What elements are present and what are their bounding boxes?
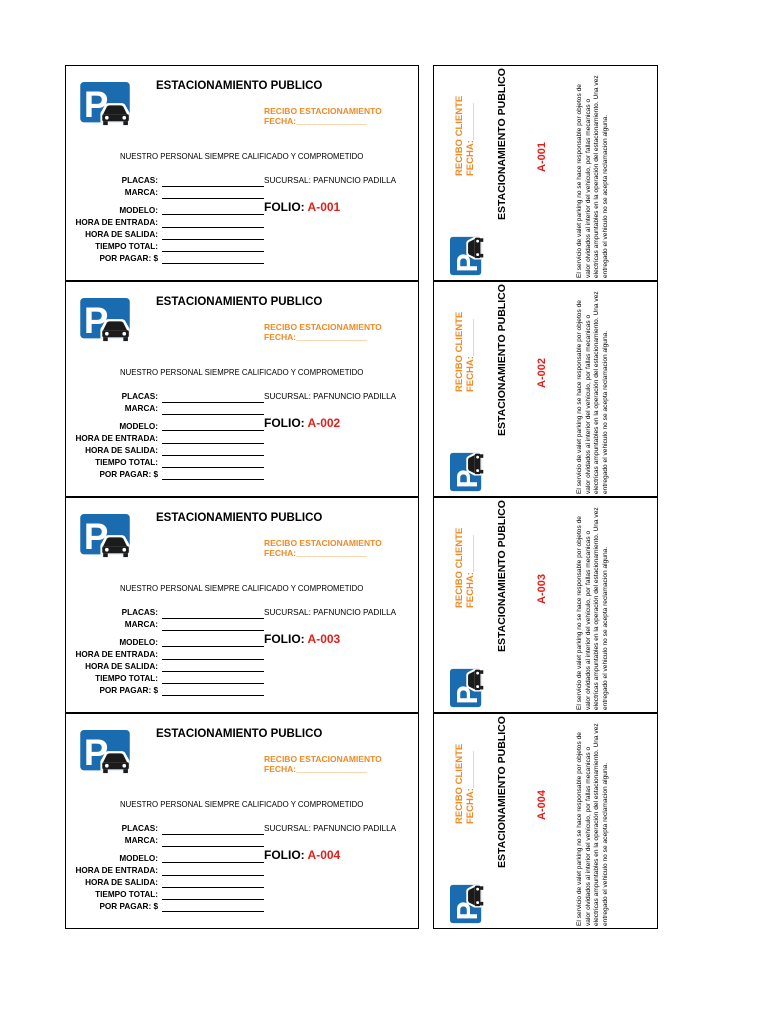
hora-salida-line — [162, 671, 264, 672]
modelo-label: MODELO: — [119, 422, 158, 431]
marca-label: MARCA: — [124, 188, 158, 197]
sucursal: SUCURSAL: PAFNUNCIO PADILLA — [264, 392, 397, 401]
hora-entrada-line — [162, 227, 264, 228]
slogan: NUESTRO PERSONAL SIEMPRE CALIFICADO Y COMPROMETIDO — [120, 368, 364, 377]
hora-salida-label: HORA DE SALIDA: — [85, 878, 158, 887]
slogan: NUESTRO PERSONAL SIEMPRE CALIFICADO Y COMPROMETIDO — [120, 584, 364, 593]
parking-car-icon — [78, 730, 132, 774]
recibo-label: RECIBO ESTACIONAMIENTO FECHA:_______________ — [264, 754, 382, 774]
hora-salida-line — [162, 887, 264, 888]
placas-line — [162, 834, 264, 835]
recibo-cliente: RECIBO CLIENTE FECHA:_______ — [454, 311, 476, 392]
ticket-2 — [65, 281, 419, 497]
parking-car-icon — [450, 451, 484, 493]
hora-salida-line — [162, 455, 264, 456]
por-pagar-label: POR PAGAR: $ — [99, 686, 158, 695]
stub-title: ESTACIONAMIENTO PUBLICO — [496, 500, 508, 652]
por-pagar-label: POR PAGAR: $ — [99, 470, 158, 479]
por-pagar-line — [162, 695, 264, 696]
hora-entrada-label: HORA DE ENTRADA: — [75, 866, 158, 875]
modelo-line — [162, 646, 264, 647]
hora-salida-label: HORA DE SALIDA: — [85, 230, 158, 239]
parking-car-icon — [450, 667, 484, 709]
marca-label: MARCA: — [124, 620, 158, 629]
ticket-title: ESTACIONAMIENTO PUBLICO — [156, 512, 323, 524]
tiempo-total-line — [162, 899, 264, 900]
ticket-3 — [65, 497, 419, 713]
stub-title: ESTACIONAMIENTO PUBLICO — [496, 716, 508, 868]
placas-label: PLACAS: — [121, 392, 158, 401]
ticket-title: ESTACIONAMIENTO PUBLICO — [156, 728, 323, 740]
stub-folio: A-003 — [536, 574, 548, 604]
por-pagar-line — [162, 911, 264, 912]
hora-salida-label: HORA DE SALIDA: — [85, 662, 158, 671]
placas-line — [162, 402, 264, 403]
stub-3 — [433, 497, 658, 713]
legal-disclaimer: El servicio de valet parking no se hace responsable por objetos de valor olvidados al interior del vehículo, por fallas mecanicas o electricas ampuntables en la operación del estacionamiento. Una vez entregado el vehiculo no se acepta reclamacion alguna. — [576, 291, 609, 494]
recibo-label: RECIBO ESTACIONAMIENTO FECHA:_______________ — [264, 106, 382, 126]
hora-entrada-line — [162, 875, 264, 876]
ticket-title: ESTACIONAMIENTO PUBLICO — [156, 80, 323, 92]
parking-car-icon — [450, 883, 484, 925]
recibo-cliente: RECIBO CLIENTE FECHA:_______ — [454, 743, 476, 824]
stub-folio: A-002 — [536, 358, 548, 388]
hora-entrada-line — [162, 443, 264, 444]
hora-entrada-line — [162, 659, 264, 660]
stub-title: ESTACIONAMIENTO PUBLICO — [496, 68, 508, 220]
stub-1 — [433, 65, 658, 281]
slogan: NUESTRO PERSONAL SIEMPRE CALIFICADO Y COMPROMETIDO — [120, 800, 364, 809]
ticket-title: ESTACIONAMIENTO PUBLICO — [156, 296, 323, 308]
hora-entrada-label: HORA DE ENTRADA: — [75, 650, 158, 659]
stub-2 — [433, 281, 658, 497]
recibo-cliente: RECIBO CLIENTE FECHA:_______ — [454, 527, 476, 608]
placas-line — [162, 618, 264, 619]
legal-disclaimer: El servicio de valet parking no se hace responsable por objetos de valor olvidados al interior del vehículo, por fallas mecanicas o electricas ampuntables en la operación del estacionamiento. Una vez entregado el vehiculo no se acepta reclamacion alguna. — [576, 507, 609, 710]
stub-folio: A-004 — [536, 790, 548, 820]
parking-car-icon — [450, 235, 484, 277]
marca-line — [162, 630, 264, 631]
recibo-cliente: RECIBO CLIENTE FECHA:_______ — [454, 95, 476, 176]
modelo-label: MODELO: — [119, 206, 158, 215]
tiempo-total-label: TIEMPO TOTAL: — [95, 458, 158, 467]
recibo-label: RECIBO ESTACIONAMIENTO FECHA:_______________ — [264, 538, 382, 558]
por-pagar-label: POR PAGAR: $ — [99, 254, 158, 263]
modelo-line — [162, 214, 264, 215]
hora-entrada-label: HORA DE ENTRADA: — [75, 434, 158, 443]
tiempo-total-label: TIEMPO TOTAL: — [95, 890, 158, 899]
stub-folio: A-001 — [536, 142, 548, 172]
placas-label: PLACAS: — [121, 176, 158, 185]
ticket-1 — [65, 65, 419, 281]
tiempo-total-label: TIEMPO TOTAL: — [95, 674, 158, 683]
parking-car-icon — [78, 298, 132, 342]
sucursal: SUCURSAL: PAFNUNCIO PADILLA — [264, 608, 397, 617]
folio: FOLIO: A-002 — [264, 416, 341, 430]
marca-label: MARCA: — [124, 404, 158, 413]
folio: FOLIO: A-001 — [264, 200, 341, 214]
ticket-4 — [65, 713, 419, 929]
modelo-line — [162, 430, 264, 431]
tiempo-total-line — [162, 683, 264, 684]
tiempo-total-label: TIEMPO TOTAL: — [95, 242, 158, 251]
stub-4 — [433, 713, 658, 929]
sucursal: SUCURSAL: PAFNUNCIO PADILLA — [264, 176, 397, 185]
modelo-label: MODELO: — [119, 638, 158, 647]
placas-label: PLACAS: — [121, 824, 158, 833]
por-pagar-line — [162, 263, 264, 264]
recibo-label: RECIBO ESTACIONAMIENTO FECHA:_______________ — [264, 322, 382, 342]
placas-label: PLACAS: — [121, 608, 158, 617]
hora-salida-label: HORA DE SALIDA: — [85, 446, 158, 455]
legal-disclaimer: El servicio de valet parking no se hace responsable por objetos de valor olvidados al interior del vehículo, por fallas mecanicas o electricas ampuntables en la operación del estacionamiento. Una vez entregado el vehiculo no se acepta reclamacion alguna. — [576, 75, 609, 278]
modelo-line — [162, 862, 264, 863]
por-pagar-label: POR PAGAR: $ — [99, 902, 158, 911]
marca-line — [162, 198, 264, 199]
por-pagar-line — [162, 479, 264, 480]
parking-car-icon — [78, 514, 132, 558]
folio: FOLIO: A-003 — [264, 632, 341, 646]
parking-car-icon — [78, 82, 132, 126]
hora-entrada-label: HORA DE ENTRADA: — [75, 218, 158, 227]
legal-disclaimer: El servicio de valet parking no se hace responsable por objetos de valor olvidados al interior del vehículo, por fallas mecanicas o electricas ampuntables en la operación del estacionamiento. Una vez entregado el vehiculo no se acepta reclamacion alguna. — [576, 723, 609, 926]
marca-line — [162, 414, 264, 415]
stub-title: ESTACIONAMIENTO PUBLICO — [496, 284, 508, 436]
marca-line — [162, 846, 264, 847]
folio: FOLIO: A-004 — [264, 848, 341, 862]
slogan: NUESTRO PERSONAL SIEMPRE CALIFICADO Y COMPROMETIDO — [120, 152, 364, 161]
sucursal: SUCURSAL: PAFNUNCIO PADILLA — [264, 824, 397, 833]
marca-label: MARCA: — [124, 836, 158, 845]
tiempo-total-line — [162, 467, 264, 468]
placas-line — [162, 186, 264, 187]
modelo-label: MODELO: — [119, 854, 158, 863]
tiempo-total-line — [162, 251, 264, 252]
hora-salida-line — [162, 239, 264, 240]
